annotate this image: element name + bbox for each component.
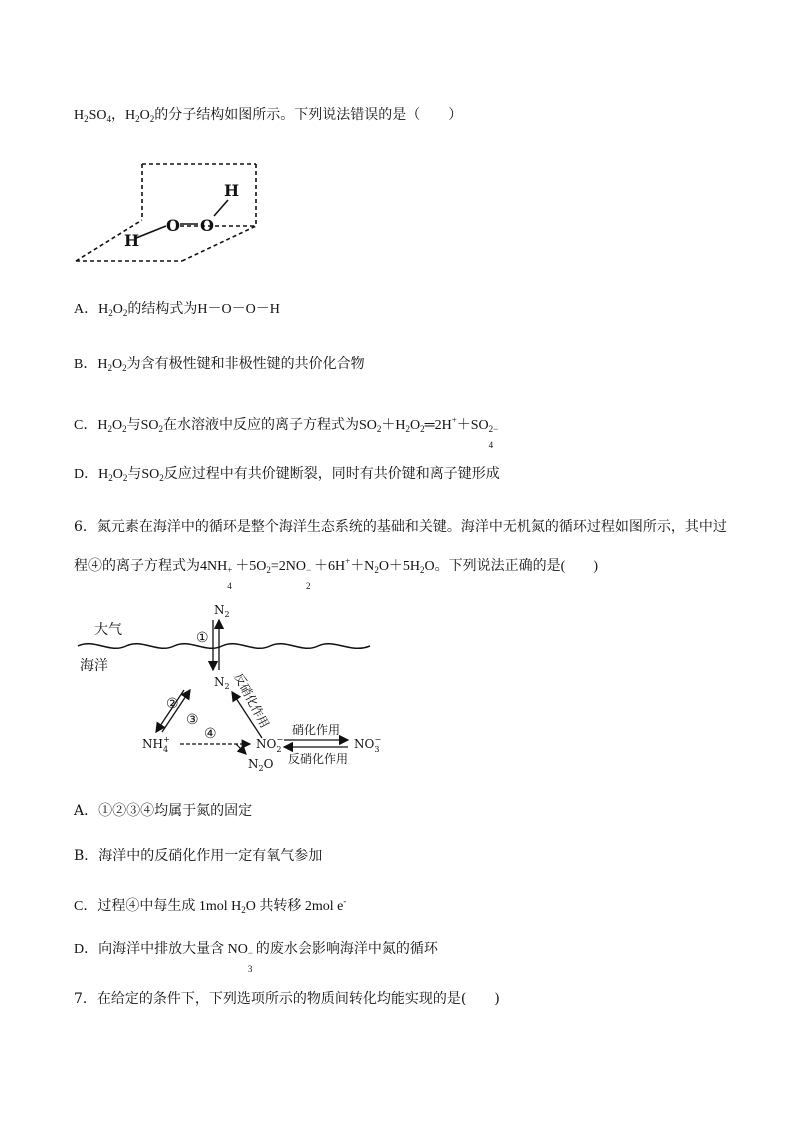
q5-option-c: C．$H_2O_2$与$SO_2$在水溶液中反应的离子方程式为$SO_2+H_2O_2═2H^++SO$ 2− 4 [74, 415, 499, 450]
label-nitrification: 硝化作用 [292, 723, 341, 737]
atom-h-left: H [124, 231, 140, 250]
species-no2: $NO_2-$ [256, 735, 284, 754]
q6-option-a: A．①②③④均属于氮的固定 [74, 803, 253, 819]
q6-stem-line1: 6．氮元素在海洋中的循环是整个海洋生态系统的基础和关键。海洋中无机氮的循环过程如图所示，其中过 [74, 519, 727, 535]
step-1-label: ① [196, 630, 209, 646]
q7-stem: 7．在给定的条件下，下列选项所示的物质间转化均能实现的是( ) [74, 991, 500, 1007]
species-n2o: $N_2O$ [248, 757, 274, 773]
q5-option-a: A．$H_2O_2$的结构式为H－O－O－H [74, 302, 280, 318]
q6-option-d: D．向海洋中排放大量含 NO − 3 的废水会影响海洋中氮的循环 [74, 942, 438, 974]
atom-o-right: O [200, 216, 214, 235]
q5-option-d: D．$H_2O_2$与$SO_2$反应过程中有共价键断裂，同时有共价键和离子键形成 [74, 467, 500, 483]
q5-option-b: B．$H_2O_2$为含有极性键和非极性键的共价化合物 [74, 357, 365, 373]
h2o2-structure-figure [72, 158, 262, 266]
label-denitrification: 反硝化作用 [288, 752, 349, 766]
step-2-label: ② [166, 696, 179, 712]
atom-o-left: O [166, 216, 180, 235]
q6-stem-line2: 程④的离子方程式为4NH + 4 $+5O_2=2NO$ − 2 $+6H^++N_2O+5H_2O$。下列说法正确的是( ) [74, 556, 598, 591]
label-atmosphere: 大气 [94, 622, 122, 638]
q6-option-c: C．过程④中每生成 1mol $H_2O$ 共转移 2mol e- [74, 896, 347, 915]
n2-ocean: $N_2$ [214, 675, 230, 691]
q5-stem: $H_2SO_4$，$H_2O_2$的分子结构如图所示。下列说法错误的是（ ） [74, 108, 463, 124]
label-denitrification-diagonal: 反硝化作用 [231, 670, 272, 731]
label-ocean: 海洋 [80, 658, 108, 674]
species-no3: $NO_3-$ [354, 735, 382, 754]
nitrogen-cycle-figure [74, 598, 382, 778]
atom-h-right: H [224, 181, 240, 200]
q6-option-b: B．海洋中的反硝化作用一定有氧气参加 [74, 848, 323, 864]
step-3-label: ③ [186, 712, 199, 728]
step-4-label: ④ [204, 726, 217, 742]
n2-atmosphere: $N_2$ [214, 603, 230, 619]
species-nh4: $NH_4+$ [142, 735, 170, 754]
